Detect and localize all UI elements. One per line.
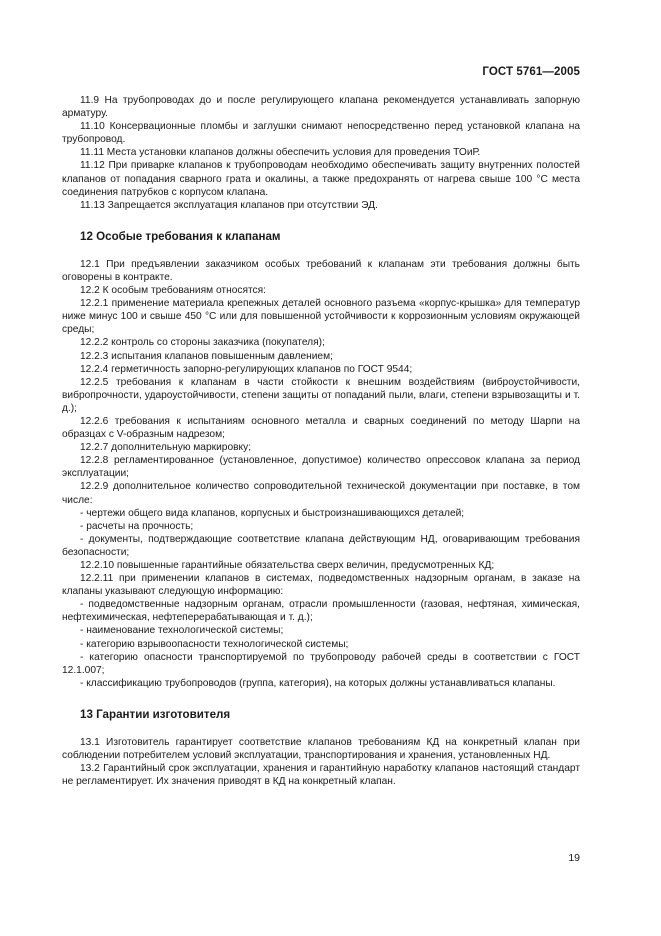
paragraph: 12.2.8 регламентированное (установленное, допустимое) количество опрессовок клапана за период эксплуатации; (62, 455, 580, 480)
paragraph: 13.1 Изготовитель гарантирует соответствие клапанов требованиям КД на конкретный клапан при соблюдении потребителем условий эксплуатации, транспортирования и хранения, установленных НД. (62, 736, 580, 762)
paragraph: 12.2.4 герметичность запорно-регулирующих клапанов по ГОСТ 9544; (80, 363, 413, 375)
paragraph: 12.2.7 дополнительную маркировку; (80, 442, 252, 454)
paragraph: 13.2 Гарантийный срок эксплуатации, хранения и гарантийную наработку клапанов настоящий стандарт не регламентирует. Их значения приводят в КД на конкретный клапан. (62, 763, 580, 788)
paragraph: 12.1 При предъявлении заказчиком особых требований к клапанам эти требования должны быть оговорены в контракте. (62, 258, 580, 283)
page-number: 19 (568, 852, 580, 864)
paragraph: 12.2.5 требования к клапанам в части стойкости к внешним воздействиям (виброустойчивости, вибропрочности, удароустойчивости, степени защиты от попаданий пыли, влаги, степени взрывозащиты и т. д.); (62, 376, 580, 414)
standard-header: ГОСТ 5761—2005 (482, 66, 580, 78)
paragraph: 12.2.6 требования к испытаниям основного металла и сварных соединений по методу Шарпи на образцах с V-образным надрезом; (62, 415, 580, 441)
section-12-title: 12 Особые требования к клапанам (80, 229, 281, 243)
paragraph: - расчеты на прочность; (80, 520, 194, 532)
paragraph: - категорию опасности транспортируемой по трубопроводу рабочей среды в соответствии с ГОСТ 12.1.007; (62, 651, 580, 676)
paragraph: 11.9 На трубопроводах до и после регулирующего клапана рекомендуется устанавливать запорную арматуру. (62, 95, 580, 120)
paragraph: - категорию взрывоопасности технологической системы; (80, 638, 349, 650)
paragraph: 12.2.3 испытания клапанов повышенным давлением; (80, 350, 333, 362)
section-13-title: 13 Гарантии изготовителя (80, 707, 231, 721)
section-13-paragraphs (62, 736, 580, 788)
paragraph: 12.2.2 контроль со стороны заказчика (покупателя); (80, 337, 325, 349)
paragraph: 12.2.9 дополнительное количество сопроводительной технической документации при поставке, в том числе: (62, 481, 580, 506)
section-11-paragraphs (62, 94, 580, 212)
paragraph: - наименование технологической системы; (80, 625, 284, 637)
section-12-paragraphs (62, 258, 580, 690)
paragraph: 11.11 Места установки клапанов должны обеспечить условия для проведения ТОиР. (80, 147, 481, 159)
paragraph: - классификацию трубопроводов (группа, категория), на которых должны устанавливаться клапаны. (80, 677, 556, 689)
document-body (62, 94, 580, 788)
paragraph: - подведомственные надзорным органам, отрасли промышленности (газовая, нефтяная, химическая, нефтехимическая, нефтеперерабатывающая и т. д.); (62, 599, 580, 624)
paragraph: - чертежи общего вида клапанов, корпусных и быстроизнашивающихся деталей; (80, 507, 465, 519)
paragraph: 11.13 Запрещается эксплуатация клапанов при отсутствии ЭД. (80, 199, 378, 211)
paragraph: - документы, подтверждающие соответствие клапана действующим НД, оговаривающим требования безопасности; (62, 533, 580, 558)
paragraph: 11.12 При приварке клапанов к трубопроводам необходимо обеспечивать защиту внутренних полостей клапанов от попадания сварного грата и окалины, а также предохранять от нагрева свыше 100 °С места соединения патрубков с корпусом клапана. (62, 160, 580, 198)
paragraph: 12.2 К особым требованиям относятся: (80, 285, 266, 297)
paragraph: 12.2.11 при применении клапанов в системах, подведомственных надзорным органам, в заказе на клапаны указывают следующую информацию: (62, 573, 580, 598)
paragraph: 12.2.1 применение материала крепежных деталей основного разъема «корпус-крышка» для температур ниже минус 100 и свыше 450 °С или для повышенной устойчивости к коррозионным условиям окружающей среды; (62, 298, 580, 336)
paragraph: 11.10 Консервационные пломбы и заглушки снимают непосредственно перед установкой клапана на трубопровод. (62, 121, 580, 146)
paragraph: 12.2.10 повышенные гарантийные обязательства сверх величин, предусмотренных КД; (80, 560, 495, 571)
